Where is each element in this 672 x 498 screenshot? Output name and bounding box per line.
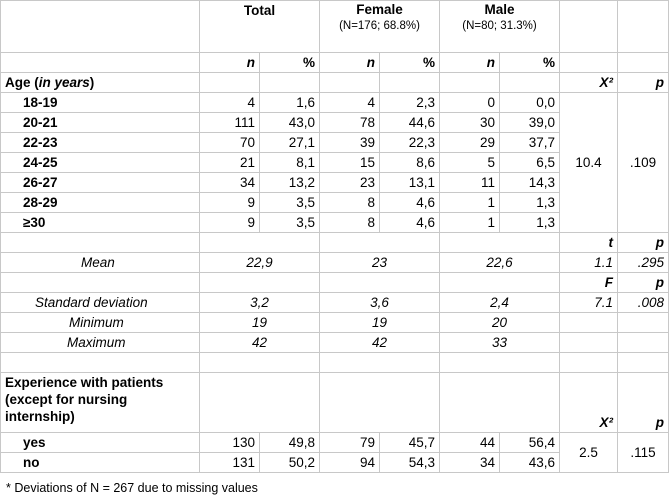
empty-cell xyxy=(320,73,380,93)
empty-cell xyxy=(500,73,560,93)
empty-cell xyxy=(380,73,440,93)
table-cell: 26-27 xyxy=(1,173,200,193)
table-cell: 27,1 xyxy=(260,133,320,153)
table-cell: 20 xyxy=(440,313,560,333)
table-row xyxy=(1,433,669,453)
female-title: Female xyxy=(356,2,403,17)
experience-p-value: .115 xyxy=(618,433,669,473)
t-p-label: p xyxy=(618,233,669,253)
experience-p-label: p xyxy=(618,373,669,433)
table-cell: 34 xyxy=(440,453,500,473)
mean-label: Mean xyxy=(1,253,200,273)
empty-cell xyxy=(560,333,618,353)
female-n-header: n xyxy=(320,53,380,73)
male-title: Male xyxy=(484,2,515,17)
male-header xyxy=(440,1,560,53)
empty-cell xyxy=(440,353,560,373)
table-cell: 2,4 xyxy=(440,293,560,313)
empty-cell xyxy=(320,233,440,253)
table-cell: 111 xyxy=(200,113,260,133)
table-cell: 42 xyxy=(320,333,440,353)
table-cell: 22,3 xyxy=(380,133,440,153)
table-cell: 39,0 xyxy=(500,113,560,133)
table-cell: 1,3 xyxy=(500,213,560,233)
age-p-label: p xyxy=(618,73,669,93)
empty-cell xyxy=(1,233,200,253)
empty-cell xyxy=(618,353,669,373)
table-cell: 39 xyxy=(320,133,380,153)
table-cell: 45,7 xyxy=(380,433,440,453)
table-cell: 49,8 xyxy=(260,433,320,453)
max-label: Maximum xyxy=(1,333,200,353)
header-empty-cell xyxy=(618,1,669,53)
table-cell: 1 xyxy=(440,193,500,213)
sd-label: Standard deviation xyxy=(1,293,200,313)
age-chi-label: X² xyxy=(560,73,618,93)
male-pct-header: % xyxy=(500,53,560,73)
table-cell: 6,5 xyxy=(500,153,560,173)
sd-row xyxy=(1,293,669,313)
subheader-empty xyxy=(618,53,669,73)
total-n-header: n xyxy=(200,53,260,73)
empty-cell xyxy=(560,313,618,333)
t-value: 1.1 xyxy=(560,253,618,273)
f-p-label: p xyxy=(618,273,669,293)
table-cell: 43,0 xyxy=(260,113,320,133)
table-row xyxy=(1,93,669,113)
table-cell: 1,6 xyxy=(260,93,320,113)
empty-cell xyxy=(440,233,560,253)
table-cell: 8,6 xyxy=(380,153,440,173)
table-cell: 43,6 xyxy=(500,453,560,473)
t-p-value: .295 xyxy=(618,253,669,273)
table-cell: 11 xyxy=(440,173,500,193)
mean-row xyxy=(1,253,669,273)
table-cell: 70 xyxy=(200,133,260,153)
t-test-header-row xyxy=(1,233,669,253)
empty-cell xyxy=(200,233,320,253)
table-cell: 19 xyxy=(200,313,320,333)
table-cell: 44,6 xyxy=(380,113,440,133)
table-cell: 0 xyxy=(440,93,500,113)
table-cell: 3,2 xyxy=(200,293,320,313)
table-cell: 5 xyxy=(440,153,500,173)
male-subtitle: (N=80; 31.3%) xyxy=(462,20,537,32)
table-cell: 23 xyxy=(320,173,380,193)
table-cell: 4,6 xyxy=(380,213,440,233)
f-value: 7.1 xyxy=(560,293,618,313)
table-cell: 3,5 xyxy=(260,213,320,233)
table-cell: 30 xyxy=(440,113,500,133)
empty-cell xyxy=(1,353,200,373)
table-cell: 130 xyxy=(200,433,260,453)
table-cell: 20-21 xyxy=(1,113,200,133)
subheader-empty xyxy=(560,53,618,73)
empty-cell xyxy=(200,273,320,293)
f-label: F xyxy=(560,273,618,293)
experience-chi-value: 2.5 xyxy=(560,433,618,473)
table-cell: yes xyxy=(1,433,200,453)
female-pct-header: % xyxy=(380,53,440,73)
empty-cell xyxy=(560,353,618,373)
empty-cell xyxy=(1,273,200,293)
table-cell: 24-25 xyxy=(1,153,200,173)
empty-cell xyxy=(200,73,260,93)
table-cell: 56,4 xyxy=(500,433,560,453)
empty-cell xyxy=(440,73,500,93)
table-cell: 0,0 xyxy=(500,93,560,113)
header-empty-cell xyxy=(560,1,618,53)
age-p-value: .109 xyxy=(618,93,669,233)
table-cell: 44 xyxy=(440,433,500,453)
empty-cell xyxy=(618,313,669,333)
table-cell: 94 xyxy=(320,453,380,473)
female-subtitle: (N=176; 68.8%) xyxy=(339,20,420,32)
table-cell: 23 xyxy=(320,253,440,273)
table-cell: 34 xyxy=(200,173,260,193)
table-cell: 4 xyxy=(320,93,380,113)
empty-cell xyxy=(320,373,440,433)
table-cell: 2,3 xyxy=(380,93,440,113)
empty-cell xyxy=(200,373,320,433)
total-header: Total xyxy=(200,1,320,53)
label-part: ) xyxy=(89,75,95,90)
empty-cell xyxy=(440,273,560,293)
label-part: Age ( xyxy=(5,75,39,90)
table-cell: 8 xyxy=(320,213,380,233)
min-label: Minimum xyxy=(1,313,200,333)
table-cell: 4 xyxy=(200,93,260,113)
empty-cell xyxy=(618,333,669,353)
header-empty-cell xyxy=(1,1,200,53)
table-cell: 37,7 xyxy=(500,133,560,153)
female-header xyxy=(320,1,440,53)
table-cell: 14,3 xyxy=(500,173,560,193)
table-cell: 22,6 xyxy=(440,253,560,273)
table-cell: no xyxy=(1,453,200,473)
total-pct-header: % xyxy=(260,53,320,73)
table-cell: 13,1 xyxy=(380,173,440,193)
experience-heading-row xyxy=(1,373,669,433)
empty-cell xyxy=(440,373,560,433)
table-cell: 54,3 xyxy=(380,453,440,473)
experience-label: Experience with patients (except for nursing internship) xyxy=(1,373,200,433)
table-cell: 9 xyxy=(200,213,260,233)
empty-cell xyxy=(200,353,320,373)
table-cell: 15 xyxy=(320,153,380,173)
table-cell: 78 xyxy=(320,113,380,133)
table-cell: 42 xyxy=(200,333,320,353)
footnote: * Deviations of N = 267 due to missing values xyxy=(6,481,258,495)
table-cell: 1,3 xyxy=(500,193,560,213)
table-cell: 4,6 xyxy=(380,193,440,213)
age-chi-value: 10.4 xyxy=(560,93,618,233)
table-cell: 29 xyxy=(440,133,500,153)
table-cell: 18-19 xyxy=(1,93,200,113)
table-cell: 13,2 xyxy=(260,173,320,193)
table-cell: 9 xyxy=(200,193,260,213)
table-cell: 3,5 xyxy=(260,193,320,213)
subheader-row xyxy=(1,53,669,73)
table-cell: 33 xyxy=(440,333,560,353)
male-n-header: n xyxy=(440,53,500,73)
f-p-value: .008 xyxy=(618,293,669,313)
label-part: in years xyxy=(38,75,90,90)
age-label xyxy=(1,73,200,93)
f-test-header-row xyxy=(1,273,669,293)
group-header-row xyxy=(1,1,669,53)
table-cell: 19 xyxy=(320,313,440,333)
subheader-empty xyxy=(1,53,200,73)
empty-cell xyxy=(260,73,320,93)
table-cell: 22,9 xyxy=(200,253,320,273)
t-label: t xyxy=(560,233,618,253)
table-cell: 8 xyxy=(320,193,380,213)
experience-chi-label: X² xyxy=(560,373,618,433)
empty-cell xyxy=(320,273,440,293)
table-cell: 22-23 xyxy=(1,133,200,153)
table-cell: ≥30 xyxy=(1,213,200,233)
table-cell: 50,2 xyxy=(260,453,320,473)
table-cell: 1 xyxy=(440,213,500,233)
table-cell: 28-29 xyxy=(1,193,200,213)
age-heading-row xyxy=(1,73,669,93)
empty-cell xyxy=(320,353,440,373)
spacer-row xyxy=(1,353,669,373)
table-cell: 3,6 xyxy=(320,293,440,313)
table-cell: 131 xyxy=(200,453,260,473)
max-row xyxy=(1,333,669,353)
table-cell: 79 xyxy=(320,433,380,453)
min-row xyxy=(1,313,669,333)
table-cell: 21 xyxy=(200,153,260,173)
table-cell: 8,1 xyxy=(260,153,320,173)
